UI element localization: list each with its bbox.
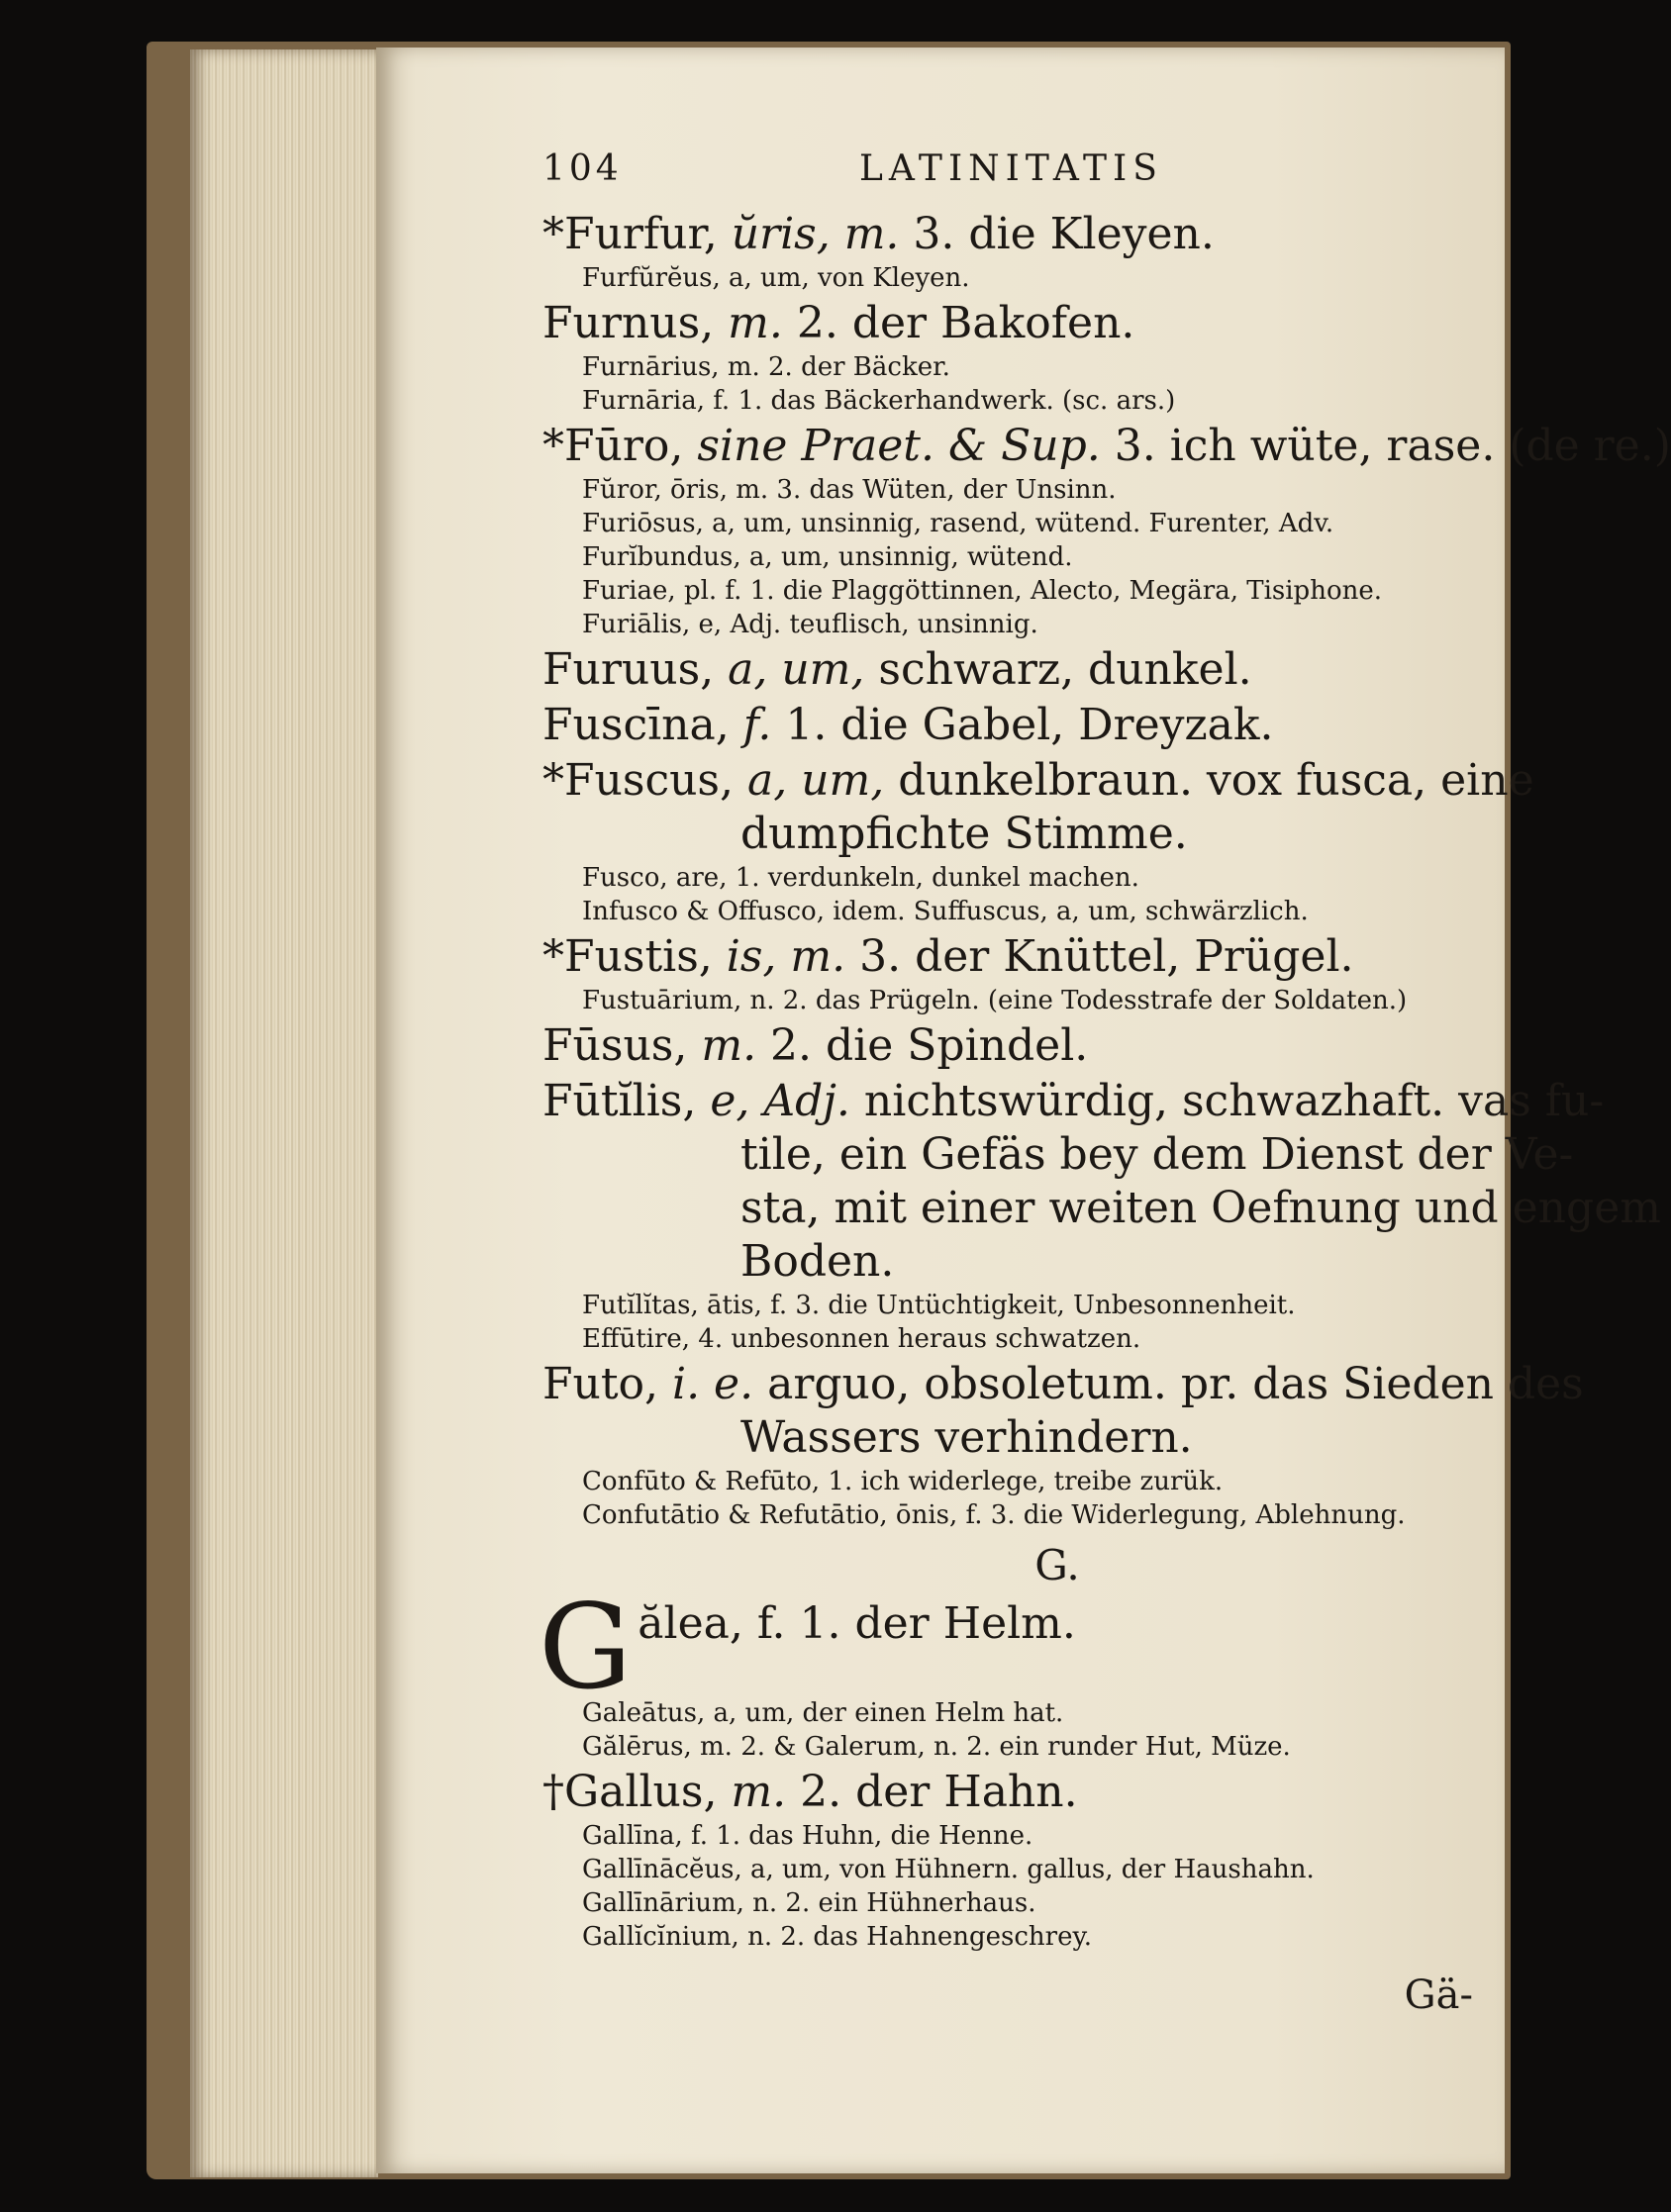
entry-continuation: dumpfichte Stimme.	[740, 809, 1188, 859]
entry-grammar: a, um,	[728, 644, 865, 695]
main-entry	[542, 1358, 1584, 1411]
entry-lemma: *Fūro,	[542, 421, 698, 471]
entry-grammar: a, um,	[746, 755, 885, 806]
entry-lemma: Furnus,	[542, 298, 729, 348]
entry-lemma: Futo,	[542, 1359, 673, 1409]
entry-lemma: Furuus,	[542, 644, 729, 695]
main-entry	[542, 643, 1493, 697]
page-number: 104	[542, 148, 623, 189]
entry-grammar: f.	[742, 700, 772, 750]
entry-grammar: sine Praet. & Sup.	[697, 421, 1101, 471]
page-text	[539, 148, 1671, 2023]
sub-entry: Gallĭcĭnium, n. 2. das Hahnengeschrey.	[582, 1922, 1092, 1952]
entry-definition: nichtswürdig, schwazhaft. vas fu-	[849, 1076, 1605, 1126]
running-head: LATINITATIS	[859, 148, 1163, 189]
sub-entry: Gallīna, f. 1. das Huhn, die Henne.	[582, 1821, 1033, 1851]
sub-entry: Furnāria, f. 1. das Bäckerhandwerk. (sc. ars.)	[582, 386, 1176, 416]
main-entry	[542, 754, 1534, 808]
sub-entry: Gallīnācĕus, a, um, von Hühnern. gallus, der Haushahn.	[582, 1855, 1315, 1884]
sub-entry: Effūtire, 4. unbesonnen heraus schwatzen.	[582, 1324, 1141, 1354]
main-entry	[542, 208, 1493, 261]
main-entry	[542, 930, 1493, 984]
sub-entry: Futĭlĭtas, ātis, f. 3. die Untüchtigkeit, Unbesonnenheit.	[582, 1291, 1296, 1320]
sub-entry: Furiālis, e, Adj. teuflisch, unsinnig.	[582, 610, 1038, 639]
entry-definition: 1. die Gabel, Dreyzak.	[771, 700, 1274, 750]
main-entry	[542, 1075, 1605, 1128]
main-entry	[542, 420, 1671, 473]
entry-grammar: m.	[731, 1767, 787, 1817]
entry-lemma: Fūsus,	[542, 1020, 702, 1071]
main-entry	[542, 1019, 1493, 1073]
sub-entry: Furiae, pl. f. 1. die Plaggöttinnen, Alecto, Megära, Tisiphone.	[582, 576, 1382, 606]
entry-continuation: sta, mit einer weiten Oefnung und engem	[740, 1183, 1661, 1233]
entry-definition: dunkelbraun. vox fusca, eine	[884, 755, 1534, 806]
entry-lemma: *Fuscus,	[542, 755, 747, 806]
entry-grammar: m.	[728, 298, 783, 348]
sub-entry: Infusco & Offusco, idem. Suffuscus, a, um, schwärzlich.	[582, 897, 1309, 926]
page-header	[542, 148, 1493, 198]
sub-entry: Furfŭrĕus, a, um, von Kleyen.	[582, 263, 970, 293]
main-entry	[542, 297, 1493, 350]
sub-entry: Fusco, are, 1. verdunkeln, dunkel machen.	[582, 863, 1139, 893]
section-letter: G.	[1034, 1541, 1080, 1589]
entry-definition: arguo, obsoletum. pr. das Sieden des	[753, 1359, 1584, 1409]
entry-continuation: Wassers verhindern.	[740, 1412, 1193, 1463]
entry-grammar: e, Adj.	[710, 1076, 850, 1126]
galea-text: ălea, f. 1. der Helm.	[638, 1598, 1076, 1649]
entry-continuation: Boden.	[740, 1236, 895, 1287]
entry-definition: 2. der Hahn.	[786, 1767, 1078, 1817]
entry-lemma: *Fustis,	[542, 931, 727, 982]
dictionary-entries	[542, 208, 1671, 1532]
entry-lemma: *Furfur,	[542, 209, 732, 259]
sub-entry: Fustuārium, n. 2. das Prügeln. (eine Todesstrafe der Soldaten.)	[582, 986, 1408, 1015]
entry-definition: 3. ich wüte, rase. (de re.)	[1100, 421, 1671, 471]
entry-lemma: Fuscīna,	[542, 700, 743, 750]
dictionary-entries-g	[542, 1696, 1493, 1954]
entry-definition: schwarz, dunkel.	[864, 644, 1252, 695]
main-entry	[542, 1766, 1493, 1819]
entry-definition: 3. der Knüttel, Prügel.	[845, 931, 1354, 982]
sub-entry: Confutātio & Refutātio, ōnis, f. 3. die Widerlegung, Ablehnung.	[582, 1500, 1406, 1530]
page-edges	[190, 49, 378, 2177]
sub-entry: Gallīnārium, n. 2. ein Hühnerhaus.	[582, 1888, 1036, 1918]
entry-definition: 2. der Bakofen.	[782, 298, 1135, 348]
sub-entry: Furĭbundus, a, um, unsinnig, wütend.	[582, 542, 1073, 572]
entry-grammar: ŭris, m.	[731, 209, 900, 259]
sub-entry: Fŭror, ōris, m. 3. das Wüten, der Unsinn.	[582, 475, 1117, 505]
entry-grammar: m.	[701, 1020, 757, 1071]
sub-entry: Furiōsus, a, um, unsinnig, rasend, wütend. Furenter, Adv.	[582, 509, 1334, 538]
drop-cap: G	[539, 1579, 633, 1715]
catchword: Gä-	[1404, 1972, 1473, 2018]
entry-definition: 3. die Kleyen.	[899, 209, 1215, 259]
entry-lemma: †Gallus,	[542, 1767, 732, 1817]
main-entry	[542, 699, 1493, 752]
sub-entry: Gălērus, m. 2. & Galerum, n. 2. ein runder Hut, Müze.	[582, 1732, 1291, 1762]
sub-entry: Furnārius, m. 2. der Bäcker.	[582, 352, 950, 382]
sub-entry: Galeātus, a, um, der einen Helm hat.	[582, 1698, 1064, 1728]
entry-continuation: tile, ein Gefäs bey dem Dienst der Ve-	[740, 1129, 1574, 1180]
sub-entry: Confūto & Refūto, 1. ich widerlege, treibe zurük.	[582, 1467, 1224, 1496]
entry-definition: 2. die Spindel.	[756, 1020, 1089, 1071]
entry-lemma: Fūtĭlis,	[542, 1076, 711, 1126]
entry-grammar: is, m.	[726, 931, 846, 982]
entry-grammar: i. e.	[672, 1359, 754, 1409]
